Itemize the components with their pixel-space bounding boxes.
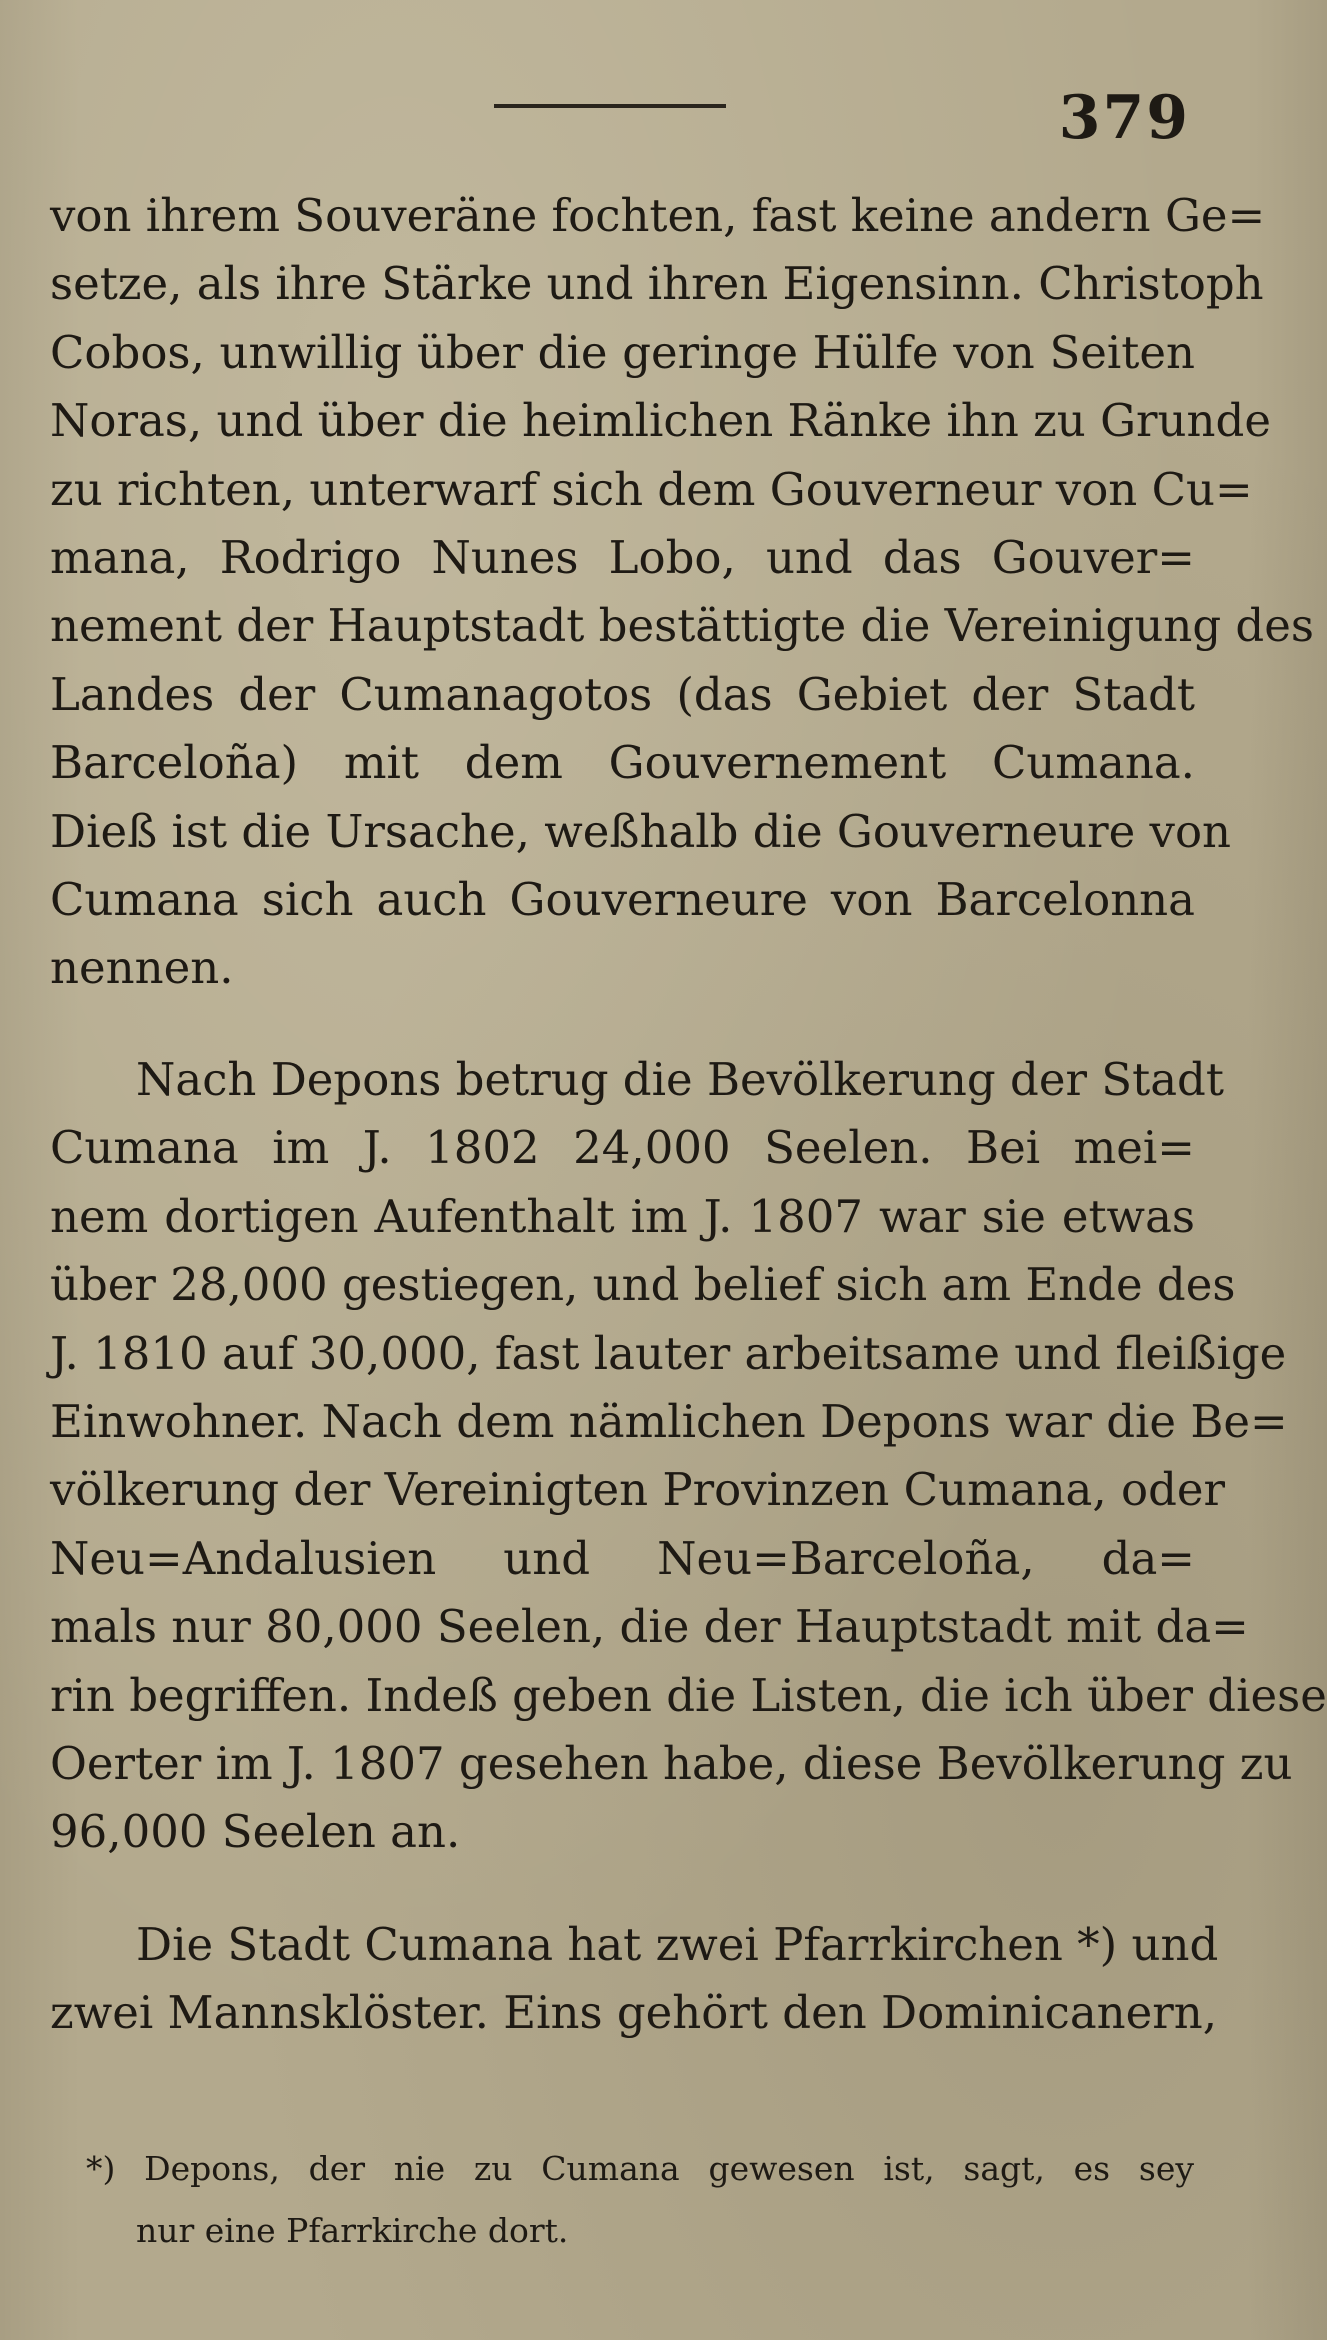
text-line: rin begriffen. Indeß geben die Listen, die ich über diese: [50, 1668, 1327, 1722]
text-line: Oerter im J. 1807 gesehen habe, diese Bevölkerung zu: [50, 1737, 1293, 1791]
paragraph-2: [50, 1046, 1327, 1867]
page-number: 379: [1058, 83, 1190, 153]
text-line: nennen.: [50, 941, 234, 995]
footnote: [86, 2138, 1194, 2262]
text-line: Die Stadt Cumana hat zwei Pfarrkirchen *) und: [136, 1918, 1219, 1971]
text-line: 96,000 Seelen an.: [50, 1805, 461, 1859]
text-line: nement der Hauptstadt bestättigte die Vereinigung des: [50, 599, 1314, 653]
text-line: Barceloña) mit dem Gouvernement Cumana.: [50, 736, 1195, 790]
text-line: völkerung der Vereinigten Provinzen Cumana, oder: [50, 1463, 1226, 1517]
text-line: zu richten, unterwarf sich dem Gouverneur von Cu=: [50, 462, 1253, 516]
text-line: Neu=Andalusien und Neu=Barceloña, da=: [50, 1531, 1195, 1585]
text-line: Cumana im J. 1802 24,000 Seelen. Bei mei=: [50, 1121, 1195, 1175]
text-line: Dieß ist die Ursache, weßhalb die Gouverneure von: [50, 804, 1232, 858]
footnote-line: nur eine Pfarrkirche dort.: [136, 2211, 569, 2250]
text-line: J. 1810 auf 30,000, fast lauter arbeitsame und fleißige: [50, 1326, 1287, 1380]
text-line: nem dortigen Aufenthalt im J. 1807 war sie etwas: [50, 1189, 1195, 1243]
text-line: von ihrem Souveräne fochten, fast keine andern Ge=: [50, 189, 1266, 242]
text-line: Cobos, unwillig über die geringe Hülfe von Seiten: [50, 325, 1195, 379]
text-line: setze, als ihre Stärke und ihren Eigensinn. Christoph: [50, 257, 1264, 311]
text-line: mana, Rodrigo Nunes Lobo, und das Gouver=: [50, 531, 1195, 585]
header-rule: [494, 104, 726, 108]
text-line: mals nur 80,000 Seelen, die der Hauptstadt mit da=: [50, 1600, 1249, 1654]
footnote-line: *) Depons, der nie zu Cumana gewesen ist, sagt, es sey: [86, 2149, 1194, 2188]
text-line: Einwohner. Nach dem nämlichen Depons war die Be=: [50, 1395, 1288, 1449]
text-line: Nach Depons betrug die Bevölkerung der Stadt: [136, 1053, 1224, 1106]
text-line: zwei Mannsklöster. Eins gehört den Dominicanern,: [50, 1986, 1218, 2040]
text-line: Cumana sich auch Gouverneure von Barcelonna: [50, 873, 1195, 927]
text-line: Landes der Cumanagotos (das Gebiet der Stadt: [50, 667, 1195, 721]
paragraph-3: [50, 1911, 1219, 2048]
text-line: über 28,000 gestiegen, und belief sich am Ende des: [50, 1258, 1236, 1312]
paragraph-1: [50, 182, 1314, 1003]
text-line: Noras, und über die heimlichen Ränke ihn zu Grunde: [50, 394, 1271, 448]
